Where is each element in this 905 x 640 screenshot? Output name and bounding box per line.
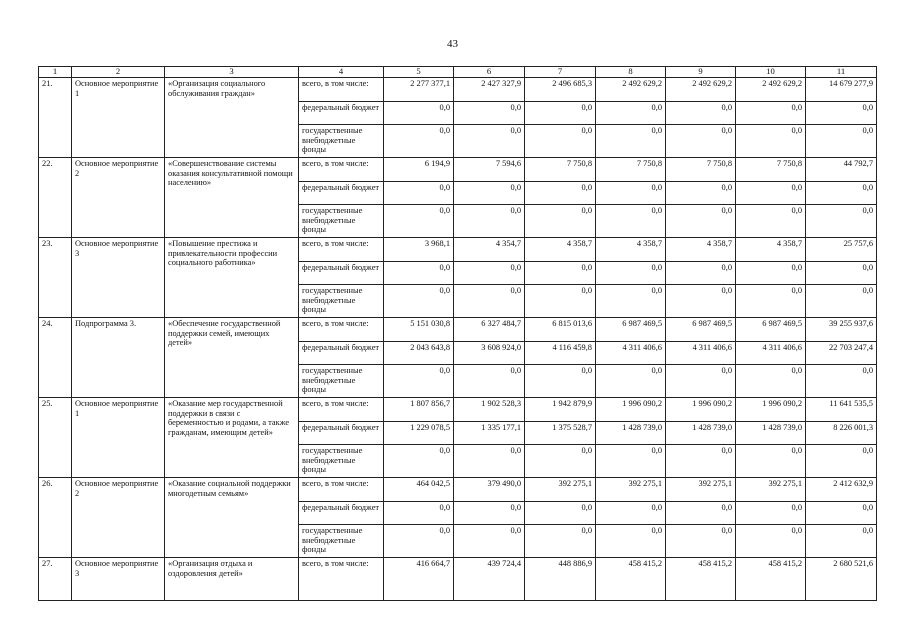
amount-cell: 2 680 521,6 xyxy=(806,558,877,601)
activity-name: «Оказание социальной поддержки многодетным семьям» xyxy=(165,478,299,558)
funding-source-label: всего, в том числе: xyxy=(299,478,384,502)
amount-cell: 4 358,7 xyxy=(666,238,736,262)
amount-cell: 1 375 528,7 xyxy=(525,422,596,445)
funding-source-label: всего, в том числе: xyxy=(299,558,384,601)
amount-cell: 0,0 xyxy=(666,205,736,238)
row-number: 25. xyxy=(39,398,72,478)
amount-cell: 0,0 xyxy=(454,445,525,478)
amount-cell: 6 987 469,5 xyxy=(666,318,736,342)
amount-cell: 0,0 xyxy=(736,525,806,558)
amount-cell: 6 987 469,5 xyxy=(736,318,806,342)
amount-cell: 1 428 739,0 xyxy=(736,422,806,445)
row-number: 24. xyxy=(39,318,72,398)
amount-cell: 0,0 xyxy=(666,285,736,318)
amount-cell: 2 492 629,2 xyxy=(666,78,736,102)
row-number: 27. xyxy=(39,558,72,601)
amount-cell: 4 354,7 xyxy=(454,238,525,262)
amount-cell: 2 492 629,2 xyxy=(736,78,806,102)
amount-cell: 0,0 xyxy=(596,365,666,398)
budget-table xyxy=(38,66,877,601)
table-row xyxy=(39,398,877,422)
amount-cell: 11 641 535,5 xyxy=(806,398,877,422)
amount-cell: 5 151 030,8 xyxy=(384,318,454,342)
funding-source-label: федеральный бюджет xyxy=(299,502,384,525)
amount-cell: 39 255 937,6 xyxy=(806,318,877,342)
amount-cell: 0,0 xyxy=(666,102,736,125)
funding-source-label: государственные внебюджетные фонды xyxy=(299,205,384,238)
funding-source-label: всего, в том числе: xyxy=(299,78,384,102)
amount-cell: 2 412 632,9 xyxy=(806,478,877,502)
amount-cell: 0,0 xyxy=(525,525,596,558)
column-number-row xyxy=(39,67,877,78)
amount-cell: 0,0 xyxy=(666,525,736,558)
amount-cell: 1 902 528,3 xyxy=(454,398,525,422)
amount-cell: 0,0 xyxy=(736,102,806,125)
amount-cell: 0,0 xyxy=(806,445,877,478)
table-row xyxy=(39,158,877,182)
activity-name: «Организация социального обслуживания граждан» xyxy=(165,78,299,158)
amount-cell: 0,0 xyxy=(384,445,454,478)
column-number: 5 xyxy=(384,67,454,78)
amount-cell: 0,0 xyxy=(596,262,666,285)
funding-source-label: федеральный бюджет xyxy=(299,102,384,125)
amount-cell: 0,0 xyxy=(525,285,596,318)
amount-cell: 458 415,2 xyxy=(666,558,736,601)
amount-cell: 0,0 xyxy=(806,125,877,158)
amount-cell: 0,0 xyxy=(596,205,666,238)
amount-cell: 0,0 xyxy=(596,502,666,525)
funding-source-label: государственные внебюджетные фонды xyxy=(299,525,384,558)
amount-cell: 7 750,8 xyxy=(596,158,666,182)
amount-cell: 2 277 377,1 xyxy=(384,78,454,102)
amount-cell: 0,0 xyxy=(806,525,877,558)
row-number: 26. xyxy=(39,478,72,558)
amount-cell: 0,0 xyxy=(454,502,525,525)
amount-cell: 6 987 469,5 xyxy=(596,318,666,342)
funding-source-label: государственные внебюджетные фонды xyxy=(299,365,384,398)
activity-type: Основное мероприятие 2 xyxy=(72,478,165,558)
column-number: 10 xyxy=(736,67,806,78)
amount-cell: 1 428 739,0 xyxy=(666,422,736,445)
amount-cell: 0,0 xyxy=(454,102,525,125)
amount-cell: 392 275,1 xyxy=(525,478,596,502)
funding-source-label: федеральный бюджет xyxy=(299,422,384,445)
amount-cell: 2 496 685,3 xyxy=(525,78,596,102)
amount-cell: 2 427 327,9 xyxy=(454,78,525,102)
funding-source-label: федеральный бюджет xyxy=(299,262,384,285)
activity-type: Основное мероприятие 1 xyxy=(72,78,165,158)
amount-cell: 3 968,1 xyxy=(384,238,454,262)
amount-cell: 0,0 xyxy=(525,262,596,285)
column-number: 7 xyxy=(525,67,596,78)
amount-cell: 0,0 xyxy=(384,285,454,318)
amount-cell: 0,0 xyxy=(596,445,666,478)
amount-cell: 0,0 xyxy=(384,182,454,205)
amount-cell: 0,0 xyxy=(806,102,877,125)
amount-cell: 0,0 xyxy=(596,125,666,158)
table-row xyxy=(39,78,877,102)
amount-cell: 1 996 090,2 xyxy=(736,398,806,422)
amount-cell: 2 043 643,8 xyxy=(384,342,454,365)
amount-cell: 0,0 xyxy=(384,205,454,238)
amount-cell: 4 311 406,6 xyxy=(666,342,736,365)
amount-cell: 0,0 xyxy=(806,502,877,525)
amount-cell: 4 311 406,6 xyxy=(596,342,666,365)
amount-cell: 448 886,9 xyxy=(525,558,596,601)
amount-cell: 0,0 xyxy=(454,262,525,285)
activity-type: Основное мероприятие 2 xyxy=(72,158,165,238)
amount-cell: 1 807 856,7 xyxy=(384,398,454,422)
funding-source-label: всего, в том числе: xyxy=(299,318,384,342)
amount-cell: 44 792,7 xyxy=(806,158,877,182)
column-number: 4 xyxy=(299,67,384,78)
column-number: 8 xyxy=(596,67,666,78)
amount-cell: 0,0 xyxy=(454,182,525,205)
amount-cell: 0,0 xyxy=(454,365,525,398)
amount-cell: 1 942 879,9 xyxy=(525,398,596,422)
amount-cell: 416 664,7 xyxy=(384,558,454,601)
amount-cell: 0,0 xyxy=(525,365,596,398)
amount-cell: 379 490,0 xyxy=(454,478,525,502)
amount-cell: 0,0 xyxy=(806,262,877,285)
amount-cell: 0,0 xyxy=(806,182,877,205)
amount-cell: 0,0 xyxy=(384,125,454,158)
amount-cell: 25 757,6 xyxy=(806,238,877,262)
funding-source-label: всего, в том числе: xyxy=(299,238,384,262)
column-number: 2 xyxy=(72,67,165,78)
amount-cell: 8 226 001,3 xyxy=(806,422,877,445)
amount-cell: 0,0 xyxy=(454,205,525,238)
activity-name: «Организация отдыха и оздоровления детей» xyxy=(165,558,299,601)
amount-cell: 0,0 xyxy=(736,182,806,205)
activity-type: Основное мероприятие 3 xyxy=(72,238,165,318)
amount-cell: 464 042,5 xyxy=(384,478,454,502)
amount-cell: 0,0 xyxy=(736,365,806,398)
amount-cell: 7 750,8 xyxy=(736,158,806,182)
amount-cell: 1 996 090,2 xyxy=(666,398,736,422)
activity-type: Подпрограмма 3. xyxy=(72,318,165,398)
funding-source-label: государственные внебюджетные фонды xyxy=(299,125,384,158)
funding-source-label: всего, в том числе: xyxy=(299,158,384,182)
amount-cell: 0,0 xyxy=(596,525,666,558)
amount-cell: 0,0 xyxy=(525,502,596,525)
amount-cell: 0,0 xyxy=(736,205,806,238)
amount-cell: 0,0 xyxy=(384,525,454,558)
amount-cell: 0,0 xyxy=(736,502,806,525)
amount-cell: 392 275,1 xyxy=(596,478,666,502)
amount-cell: 0,0 xyxy=(384,262,454,285)
amount-cell: 3 608 924,0 xyxy=(454,342,525,365)
amount-cell: 0,0 xyxy=(666,182,736,205)
amount-cell: 0,0 xyxy=(454,285,525,318)
page-number: 43 xyxy=(447,38,458,50)
amount-cell: 458 415,2 xyxy=(736,558,806,601)
amount-cell: 0,0 xyxy=(736,262,806,285)
activity-type: Основное мероприятие 1 xyxy=(72,398,165,478)
amount-cell: 4 116 459,8 xyxy=(525,342,596,365)
amount-cell: 4 358,7 xyxy=(736,238,806,262)
amount-cell: 0,0 xyxy=(525,445,596,478)
amount-cell: 4 358,7 xyxy=(596,238,666,262)
table-row xyxy=(39,238,877,262)
amount-cell: 0,0 xyxy=(525,125,596,158)
amount-cell: 6 194,9 xyxy=(384,158,454,182)
amount-cell: 0,0 xyxy=(806,365,877,398)
amount-cell: 0,0 xyxy=(525,102,596,125)
funding-source-label: федеральный бюджет xyxy=(299,342,384,365)
amount-cell: 1 335 177,1 xyxy=(454,422,525,445)
row-number: 21. xyxy=(39,78,72,158)
amount-cell: 6 815 013,6 xyxy=(525,318,596,342)
funding-source-label: государственные внебюджетные фонды xyxy=(299,285,384,318)
amount-cell: 0,0 xyxy=(736,125,806,158)
funding-source-label: государственные внебюджетные фонды xyxy=(299,445,384,478)
column-number: 3 xyxy=(165,67,299,78)
amount-cell: 0,0 xyxy=(596,285,666,318)
amount-cell: 0,0 xyxy=(666,365,736,398)
activity-name: «Повышение престижа и привлекательности профессии социального работника» xyxy=(165,238,299,318)
amount-cell: 4 358,7 xyxy=(525,238,596,262)
column-number: 6 xyxy=(454,67,525,78)
amount-cell: 0,0 xyxy=(666,262,736,285)
amount-cell: 7 594,6 xyxy=(454,158,525,182)
amount-cell: 6 327 484,7 xyxy=(454,318,525,342)
amount-cell: 0,0 xyxy=(525,205,596,238)
table-row xyxy=(39,558,877,601)
amount-cell: 0,0 xyxy=(384,365,454,398)
row-number: 22. xyxy=(39,158,72,238)
amount-cell: 1 229 078,5 xyxy=(384,422,454,445)
amount-cell: 0,0 xyxy=(596,182,666,205)
column-number: 9 xyxy=(666,67,736,78)
amount-cell: 0,0 xyxy=(736,445,806,478)
activity-name: «Оказание мер государственной поддержки в связи с беременностью и родами, а также гражданам, имеющим детей» xyxy=(165,398,299,478)
amount-cell: 0,0 xyxy=(736,285,806,318)
amount-cell: 0,0 xyxy=(666,445,736,478)
amount-cell: 0,0 xyxy=(384,502,454,525)
amount-cell: 0,0 xyxy=(596,102,666,125)
amount-cell: 0,0 xyxy=(666,125,736,158)
amount-cell: 0,0 xyxy=(806,285,877,318)
amount-cell: 0,0 xyxy=(806,205,877,238)
column-number: 1 xyxy=(39,67,72,78)
column-number: 11 xyxy=(806,67,877,78)
amount-cell: 392 275,1 xyxy=(736,478,806,502)
amount-cell: 0,0 xyxy=(525,182,596,205)
activity-name: «Обеспечение государственной поддержки семей, имеющих детей» xyxy=(165,318,299,398)
funding-source-label: всего, в том числе: xyxy=(299,398,384,422)
amount-cell: 1 428 739,0 xyxy=(596,422,666,445)
row-number: 23. xyxy=(39,238,72,318)
amount-cell: 392 275,1 xyxy=(666,478,736,502)
table-row xyxy=(39,478,877,502)
activity-type: Основное мероприятие 3 xyxy=(72,558,165,601)
amount-cell: 4 311 406,6 xyxy=(736,342,806,365)
funding-source-label: федеральный бюджет xyxy=(299,182,384,205)
amount-cell: 7 750,8 xyxy=(525,158,596,182)
amount-cell: 0,0 xyxy=(384,102,454,125)
amount-cell: 458 415,2 xyxy=(596,558,666,601)
amount-cell: 0,0 xyxy=(454,125,525,158)
amount-cell: 439 724,4 xyxy=(454,558,525,601)
activity-name: «Совершенствование системы оказания консультативной помощи населению» xyxy=(165,158,299,238)
amount-cell: 0,0 xyxy=(666,502,736,525)
amount-cell: 0,0 xyxy=(454,525,525,558)
amount-cell: 7 750,8 xyxy=(666,158,736,182)
amount-cell: 1 996 090,2 xyxy=(596,398,666,422)
amount-cell: 2 492 629,2 xyxy=(596,78,666,102)
amount-cell: 14 679 277,9 xyxy=(806,78,877,102)
table-row xyxy=(39,318,877,342)
amount-cell: 22 703 247,4 xyxy=(806,342,877,365)
